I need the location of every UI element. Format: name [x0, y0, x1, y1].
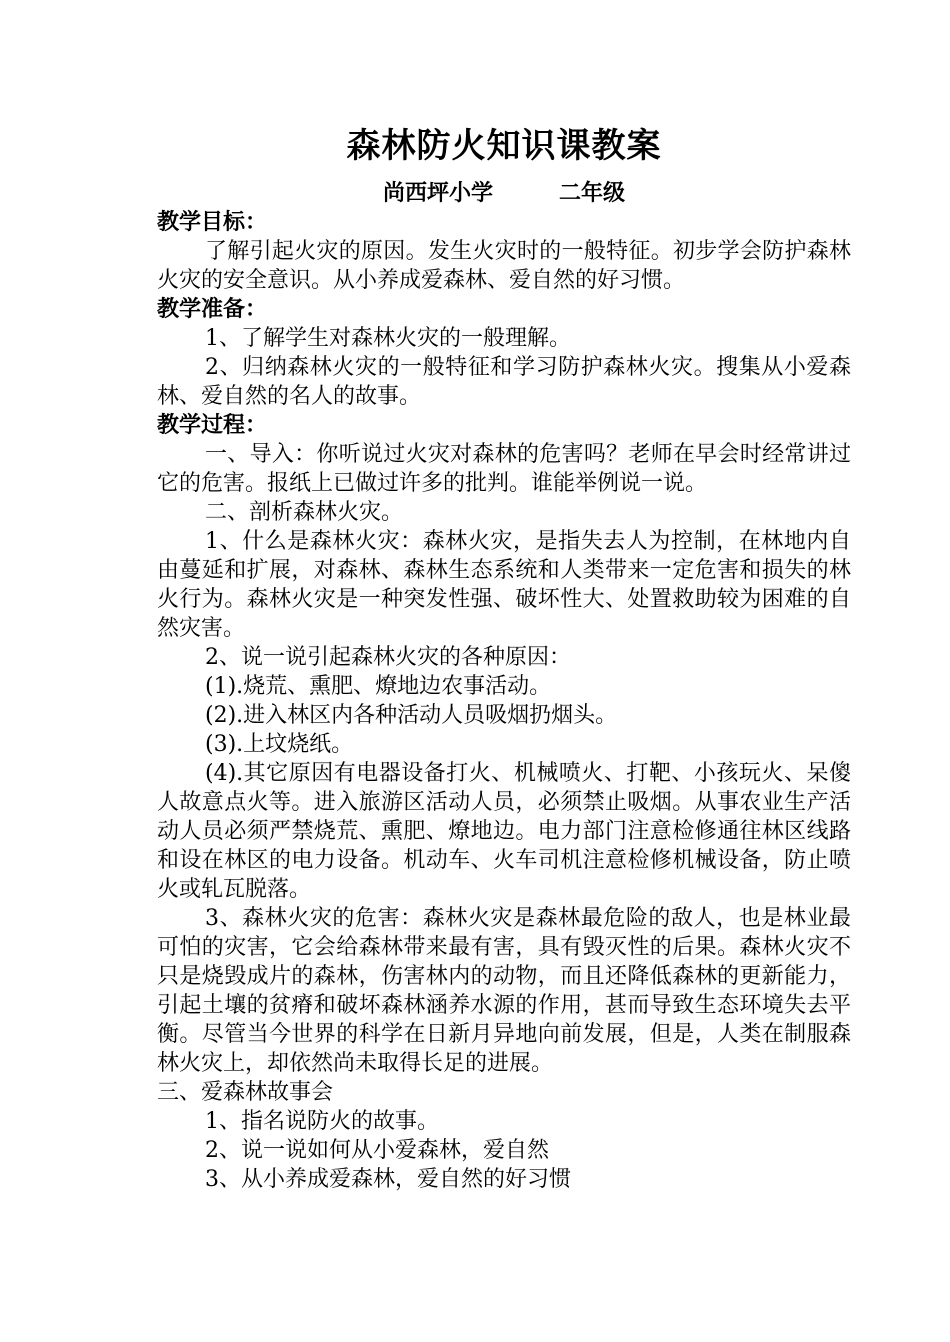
- story-item-1: 1、指名说防火的故事。: [205, 1109, 439, 1134]
- story-item-3: 3、从小养成爱森林，爱自然的好习惯: [205, 1167, 571, 1192]
- process-cause-4: (4).其它原因有电器设备打火、机械喷火、打靶、小孩玩火、呆傻人故意点火等。进入旅游区活动人员，必须禁止吸烟。从事农业生产活动人员必须严禁烧荒、熏肥、燎地边。电力部门注意检修通往林区线路和设在林区的电力设备。机动车、火车司机注意检修机械设备，防止喷火或轧瓦脱落。: [157, 761, 851, 902]
- goals-paragraph: 了解引起火灾的原因。发生火灾时的一般特征。初步学会防护森林火灾的安全意识。从小养成爱森林、爱自然的好习惯。: [157, 239, 851, 293]
- process-harm: 3、森林火灾的危害：森林火灾是森林最危险的敌人，也是林业最可怕的灾害，它会给森林带来最有害，具有毁灭性的后果。森林火灾不只是烧毁成片的森林，伤害林内的动物，而且还降低森林的更新能力，引起土壤的贫瘠和破坏森林涵养水源的作用，甚而导致生态环境失去平衡。尽管当今世界的科学在日新月异地向前发展，但是，人类在制服森林火灾上，却依然尚未取得长足的进展。: [157, 906, 851, 1076]
- process-causes-heading: 2、说一说引起森林火灾的各种原因：: [205, 645, 571, 670]
- prep-heading: 教学准备：: [157, 296, 268, 322]
- school-name: 尚西坪小学: [382, 180, 493, 206]
- document-page: [157, 118, 851, 1194]
- prep-item-1: 1、了解学生对森林火灾的一般理解。: [205, 326, 571, 351]
- process-cause-1: (1).烧荒、熏肥、燎地边农事活动。: [205, 674, 552, 699]
- prep-item-2: 2、归纳森林火灾的一般特征和学习防护森林火灾。搜集从小爱森林、爱自然的名人的故事。: [157, 355, 851, 409]
- document-subtitle: [157, 178, 851, 208]
- process-intro: 一、导入：你听说过火灾对森林的危害吗？老师在早会时经常讲过它的危害。报纸上已做过许多的批判。谁能举例说一说。: [157, 442, 851, 496]
- goals-heading: 教学目标：: [157, 209, 268, 235]
- process-heading: 教学过程：: [157, 412, 268, 438]
- grade-level: 二年级: [559, 180, 626, 206]
- story-item-2: 2、说一说如何从小爱森林，爱自然: [205, 1138, 549, 1163]
- document-title: 森林防火知识课教案: [346, 126, 662, 166]
- process-cause-3: (3).上坟烧纸。: [205, 732, 354, 757]
- process-cause-2: (2).进入林区内各种活动人员吸烟扔烟头。: [205, 703, 618, 728]
- process-analysis-heading: 二、剖析森林火灾。: [205, 500, 404, 525]
- story-heading: 三、爱森林故事会: [157, 1080, 334, 1105]
- process-definition: 1、什么是森林火灾：森林火灾，是指失去人为控制，在林地内自由蔓延和扩展，对森林、森林生态系统和人类带来一定危害和损失的林火行为。森林火灾是一种突发性强、破坏性大、处置救助较为困难的自然灾害。: [157, 529, 851, 641]
